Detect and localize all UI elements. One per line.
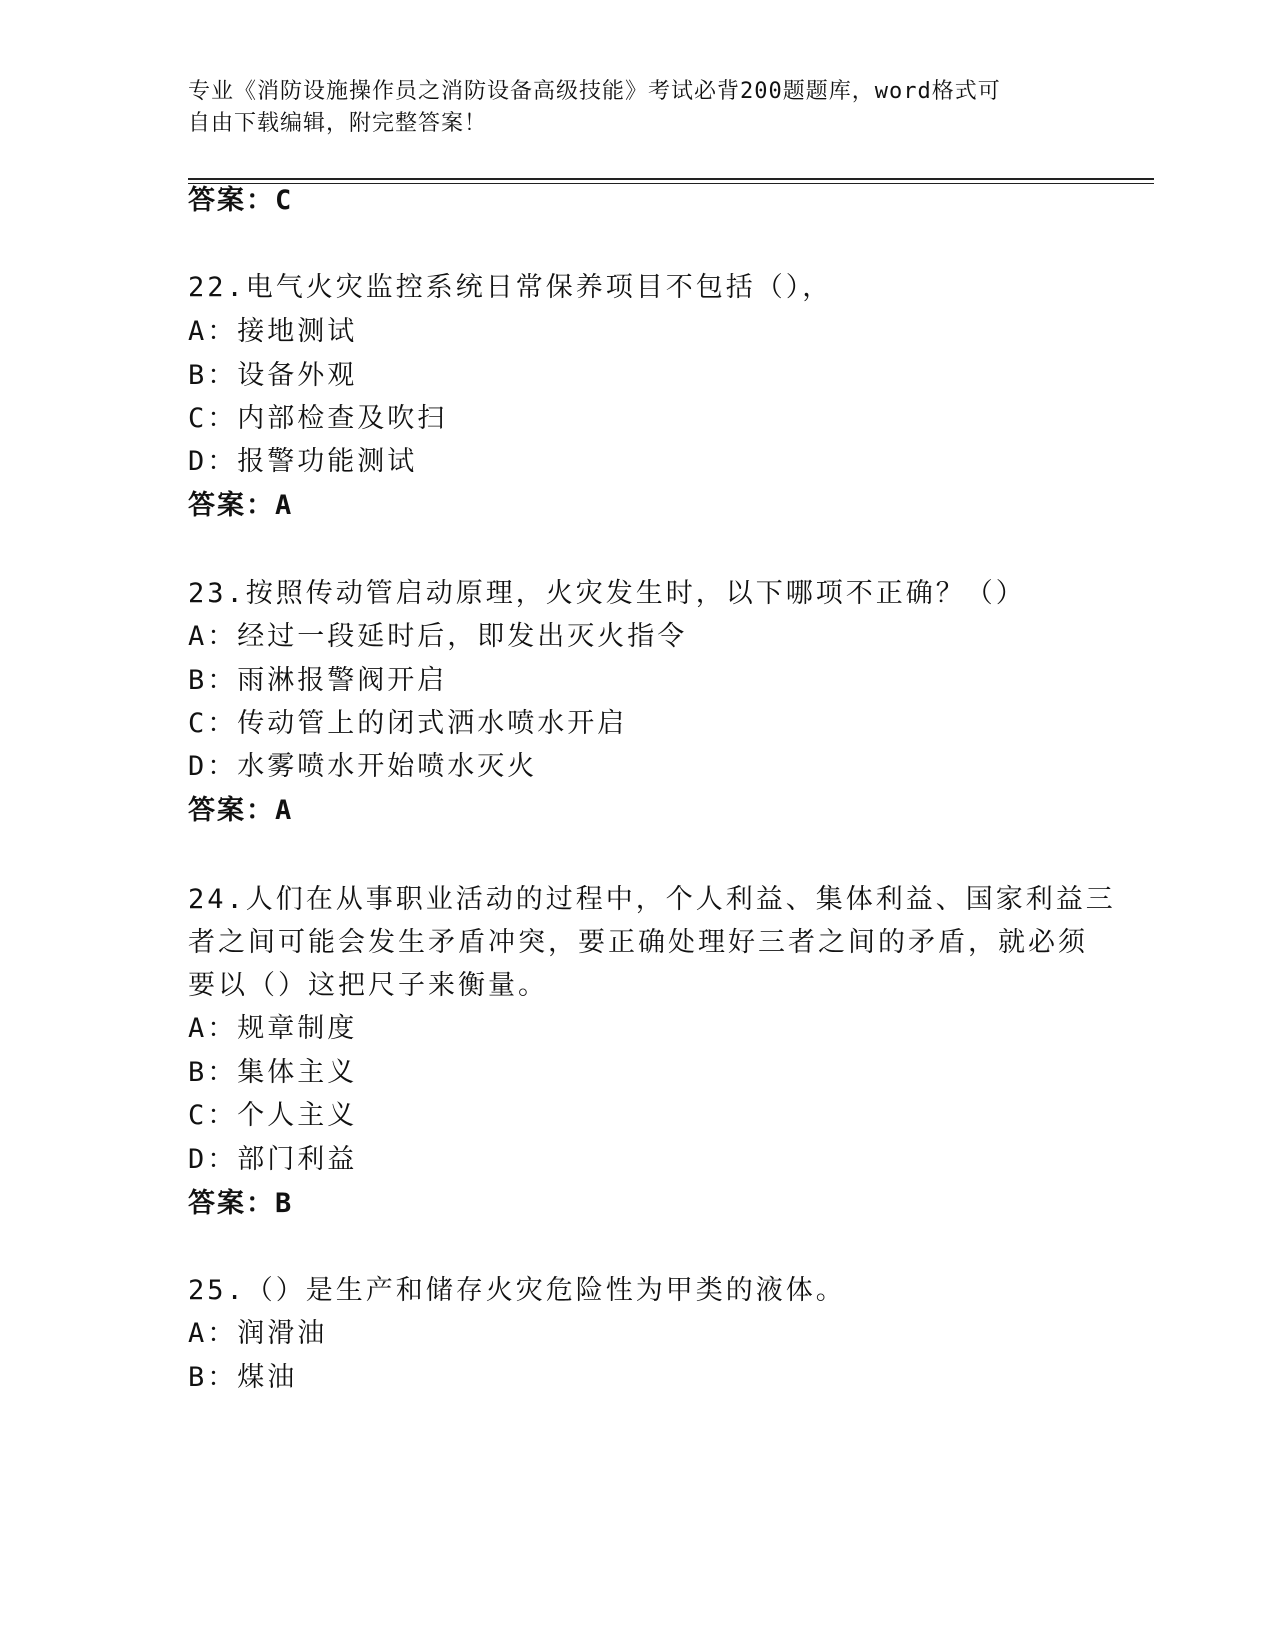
- question-24-option-a: A：规章制度: [188, 1013, 358, 1044]
- question-23-option-d: D：水雾喷水开始喷水灭火: [188, 751, 538, 782]
- answer-q24: 答案：B: [188, 1188, 294, 1219]
- question-25-stem: 25.（）是生产和储存火灾危险性为甲类的液体。: [188, 1275, 846, 1306]
- question-25-option-b: B：煤油: [188, 1362, 298, 1393]
- question-23-stem: 23.按照传动管启动原理，火灾发生时，以下哪项不正确？（）: [188, 578, 1026, 609]
- question-22-option-d: D：报警功能测试: [188, 446, 418, 477]
- question-23-option-b: B：雨淋报警阀开启: [188, 665, 448, 696]
- header-divider-thick: [188, 178, 1154, 180]
- question-24-stem-line-2: 者之间可能会发生矛盾冲突，要正确处理好三者之间的矛盾，就必须: [188, 927, 1088, 958]
- document-header: [188, 76, 1088, 140]
- header-line-2: 自由下载编辑，附完整答案！: [188, 111, 488, 136]
- question-24-option-c: C：个人主义: [188, 1100, 358, 1131]
- question-23-option-a: A：经过一段延时后，即发出灭火指令: [188, 621, 688, 652]
- question-22-stem: 22.电气火灾监控系统日常保养项目不包括（），: [188, 272, 833, 303]
- answer-q21: 答案：C: [188, 185, 294, 216]
- question-24-stem-line-1: 24.人们在从事职业活动的过程中，个人利益、集体利益、国家利益三: [188, 884, 1116, 915]
- question-25-option-a: A：润滑油: [188, 1318, 328, 1349]
- question-22-option-b: B：设备外观: [188, 360, 358, 391]
- question-24-option-d: D：部门利益: [188, 1144, 358, 1175]
- answer-q23: 答案：A: [188, 795, 294, 826]
- header-line-1: 专业《消防设施操作员之消防设备高级技能》考试必背200题题库，word格式可: [188, 79, 1001, 104]
- answer-q22: 答案：A: [188, 490, 294, 521]
- question-22-option-c: C：内部检查及吹扫: [188, 403, 448, 434]
- question-24-stem-line-3: 要以（）这把尺子来衡量。: [188, 970, 548, 1001]
- header-divider-thin: [188, 183, 1154, 184]
- question-23-option-c: C：传动管上的闭式洒水喷水开启: [188, 708, 628, 739]
- question-24-option-b: B：集体主义: [188, 1057, 358, 1088]
- question-22-option-a: A：接地测试: [188, 316, 358, 347]
